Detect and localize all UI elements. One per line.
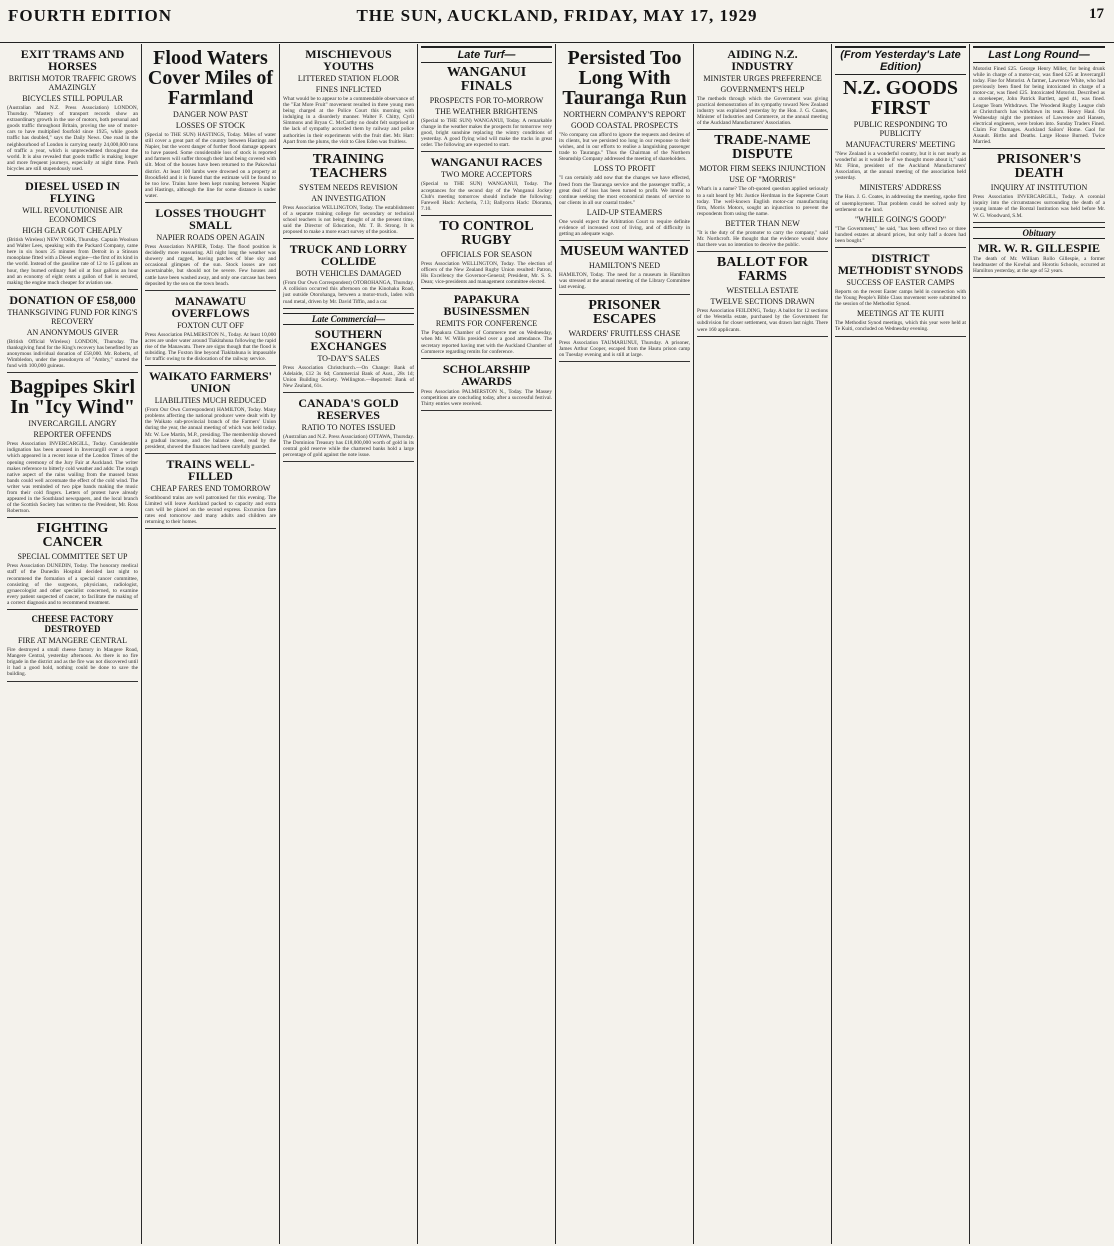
headline: EXIT TRAMS AND HORSES [20,47,125,73]
subheadline: CHEAP FARES END TOMORROW [150,483,271,493]
headline: CHEESE FACTORY DESTROYED [31,614,114,635]
article-losses [145,207,276,291]
masthead [0,0,1114,43]
article-training-teachers [283,153,414,239]
article-body: Press Association TAUMARUNUI, Thursday. A prisoner, James Arthur Cooper, escaped from the Hautu prison camp on Tuesday evening and is still at large. [559,339,690,358]
article-body: "No company can afford to ignore the requests and desires of its clients, but we persisted too long in our response to their wishes, and in our efforts to realise a languishing passenger trade to Tauranga." Thus the Chairman of the Northern Steamship Company addressed the meeting of shareholders. [559,132,690,163]
article-manawatu [145,295,276,366]
column-4 [418,44,556,1244]
headline: CANADA'S GOLD RESERVES [298,395,399,422]
article-body: Press Association WELLINGTON, Today. The election of officers of the New Zealand Rugby Union resulted: Patron, His Excellency the Governor-General; President, Mr. S. S. Dean; vice-presidents and management committee elected. [421,260,552,286]
subheadline: AN ANONYMOUS GIVER [26,327,119,337]
article-diesel [7,180,138,290]
subheadline: GOOD COASTAL PROSPECTS [570,121,679,130]
subheadline: NORTHERN COMPANY'S REPORT [563,110,686,119]
column-6 [694,44,832,1244]
headline: Flood Waters Cover Miles of Farmland [147,47,274,109]
article-bagpipes [7,377,138,518]
column-banner: Late Turf— [421,46,552,63]
article-body: What's in a name? The oft-quoted question applied seriously to a suit heard by Mr. Justice Herdman in the Supreme Court today. The well-known English motor-car manufacturing firm, Morris Motors, sought an injunction to prevent the respondents from using the name. [697,186,828,217]
article-body: What would be to appear to be a commendable observance of the "Eat More Fruit" movement resulted in three young men being charged at the Police Court this morning with indulging in a disorderly manner. Walter F. Chitty, Cyril Simmons and Bryan C. McCarthy no doubt felt surprised at the lack of sympathy accorded them by railway and police authorities in their experiments with the fruit diet. Mr. Hart: Apart from the plums, the visit to Glen Eden was fruitless. [283,96,414,145]
headline: TO CONTROL RUGBY [439,218,534,248]
article-ballot-farms [697,256,828,336]
subheadline: MEETINGS AT TE KUITI [856,309,945,319]
column-8 [970,44,1108,1244]
headline: N.Z. GOODS FIRST [842,77,959,119]
article-trains [145,458,276,529]
article-body: (Special to THE SUN) WANGANUI, Today. The acceptances for the second day of the Wanganui Jockey Club's meeting tomorrow should include the following: Farewell Hack: Archeria, 7.13; Ballyorra Hack: Diorama, 7.10. [421,181,552,212]
article-papakura [421,293,552,358]
headline: TRAINS WELL-FILLED [166,456,255,483]
article-rugby [421,220,552,289]
headline: SOUTHERN EXCHANGES [310,326,387,353]
page-columns [4,44,1110,1244]
headline: AIDING N.Z. INDUSTRY [727,47,798,73]
subheadline: BETTER THAN NEW [725,218,800,228]
article-flood [145,48,276,203]
subheadline: RATIO TO NOTES ISSUED [301,422,396,432]
subheadline: TWO MORE ACCEPTORS [441,170,532,180]
article-body: Reports on the recent Easter camps held in connection with the Young People's Bible Class movement were submitted to the session of the Methodist Synod. [835,289,966,308]
subheadline: FOXTON CUT OFF [177,320,244,330]
subheadline: FIRE AT MANGERE CENTRAL [18,636,127,646]
column-2 [142,44,280,1244]
subheadline: REMITS FOR CONFERENCE [435,319,538,329]
subheadline: BICYCLES STILL POPULAR [22,94,123,103]
subheadline: LITTERED STATION FLOOR [297,74,400,83]
headline: Persisted Too Long With Tauranga Run [562,47,687,109]
column-banner: (From Yesterday's Late Edition) [835,46,966,75]
article-body: (From Our Own Correspondent) OTOROHANGA, Thursday. A collision occurred this afternoon on the Kinohaku Road, just outside Otorohanga, between a motor-truck, laden with road metal, driven by Mr. David Tiffin, and a car. [283,280,414,305]
article-body: Press Association NAPIER, Today. The flood position is decidedly more reassuring. All night long the weather was showery and ragged, leaving patches of blue sky and occasional glimpses of the sun. Stock losses are not ascertainable, but should not be severe. Few houses and cattle have been washed away, and only one carcase has been deposited by the sea on the town beach. [145,244,276,287]
headline: FIGHTING CANCER [36,521,109,551]
article-body: Press Association FEILDING, Today. A ballot for 12 sections of the Westella estate, purchased by the Government for subdivision for closer settlement, was drawn last night. There were 160 applicants. [697,308,828,333]
article-body: Southbound trains are well patronised for this evening. The Limited will leave Auckland packed to capacity and extra cars will be placed on the second express. Excursion fare rates end tomorrow and many adults and children are returning to their homes. [145,494,276,526]
article-body: (Special to THE SUN) WANGANUI, Today. A remarkable change in the weather makes the prospects for tomorrow very good, bright sunshine replacing the wintry conditions of yesterday. A good flying wind will make the tracks in great order. The following are expected to start. [421,118,552,149]
headline: WAIKATO FARMERS' UNION [148,369,272,396]
page-number: 17 [1089,6,1104,22]
article-body: Press Association WELLINGTON, Today. The establishment of a separate training college for secondary or technical school teachers is not being thought of at the present time, said the Director of Education, Mr. T. B. Strong. It is proposed to make a more exact survey of the position. [283,204,414,236]
article-cancer [7,522,138,610]
headline: DONATION OF £58,000 [9,292,136,307]
article-wanganui-finals [421,66,552,152]
subheadline: SPECIAL COMMITTEE SET UP [17,552,128,562]
headline: TRADE-NAME DISPUTE [714,133,811,163]
subheadline: AN INVESTIGATION [311,193,386,203]
subheadline: GOVERNMENT'S HELP [720,85,805,94]
headline: MANAWATU OVERFLOWS [171,293,250,320]
article-prisoner-escapes [559,299,690,362]
article-nz-goods [835,78,966,248]
article-tauranga-run [559,48,690,241]
article-body: (Australian and N.Z. Press Association) OTTAWA, Thursday. The Dominion Treasury has £18,000,000 worth of gold in its central gold reserve while the chartered banks hold a large percentage of gold against the note issue. [283,433,414,459]
article-body: (From Our Own Correspondent) HAMILTON, Today. Many problems affecting the national producer were dealt with by the Waikato sub-provincial branch of the Farmers' Union during the year, the annual meeting of which was held today. Mr. W. Lee Martin, M.P., presiding. The membership showed a gradual increase, and the balance sheet, read by the president, showed the finances had been carefully guarded. [145,407,276,450]
subheadline: MINISTERS' ADDRESS [859,183,942,193]
subheadline: "WHILE GOING'S GOOD" [854,214,947,224]
headline: PRISONER'S DEATH [996,152,1082,182]
subheadline: PUBLIC RESPONDING TO PUBLICITY [853,120,948,138]
subheadline: HAMILTON'S NEED [589,261,660,271]
headline: PRISONER ESCAPES [588,297,661,327]
article-farmers-union [145,370,276,454]
article-museum [559,245,690,294]
article-body: Press Association PALMERSTON N., Today. The Massey competitions are concluding today, after a successful festival. Thirty entries were received. [421,388,552,407]
article-body: (British Official Wireless) LONDON, Thursday. The thanksgiving fund for the King's recovery has benefited by an anonymous individual donation of £58,000. Mr. Roberts, of Wimbledon, under the pseudonym of "Ambry," started the fund with 100,000 guineas. [7,338,138,370]
subheadline: REPORTER OFFENDS [33,430,112,440]
article-mischievous-youths [283,48,414,149]
article-southern-exchanges [283,328,414,393]
article-cheese-factory [7,614,138,681]
article-prisoners-death [973,153,1105,222]
article-body: "New Zealand is a wonderful country, but it is not nearly as wonderful as it would be if we thought more about it," said Mr. Flinn, president of the Auckland Manufacturers' Association, at the annual meeting of the association held yesterday. [835,151,966,182]
headline: PAPAKURA BUSINESSMEN [443,292,530,319]
column-5 [556,44,694,1244]
article-body: (Special to THE SUN) HASTINGS, Today. Miles of water still cover a great part of the country between Hastings and Napier, but the worst danger of further flood damage appears to have passed. Some considerable loss of stock is reported and farmers will suffer through their land being covered with silt. Most of the houses have been returned to the Pakowhai district. At least 100 lambs were drowned on a property at Brookfield and it is feared that the estimate will be found to be too low. Trains have been kept running between Napier and Hastings, although the line for some distance is under water. [145,132,276,199]
headline: SCHOLARSHIP AWARDS [442,361,531,388]
headline: Bagpipes Skirl In "Icy Wind" [9,376,136,419]
headline: TRAINING TEACHERS [309,151,388,181]
article-body: (British Wireless) NEW YORK, Thursday. Captain Woolson and Walter Lees, speaking with the Packard Company, came here in six hours 25 minutes from Detroit in a Stinson monoplane fitted with a Diesel engine—the first of its kind in the world. Instead of the gasoline rate of 12 to 15 gallons an hour, they burned ordinary fuel oil at four gallons an hour and an economy of eight cents a gallon of fuel is secured, making the engine much cheaper for aviation use. [7,237,138,286]
newspaper-dateline: THE SUN, AUCKLAND, FRIDAY, MAY 17, 1929 [356,6,758,25]
article-trade-name [697,134,828,252]
headline: WANGANUI RACES [430,155,543,170]
article-body: Fire destroyed a small cheese factory in Mangere Road, Mangere Central, yesterday afternoon. As there is no fire brigade in the district and as the fire was not discovered until it had a good hold, nothing could be done to save the building. [7,647,138,678]
article-body: The Papakura Chamber of Commerce met on Wednesday, when Mr. W. Willis presided over a good attendance. The secretary reported having met with the Auckland Chamber of Commerce regarding remits for conference. [421,330,552,355]
article-body: Motorist Fined £25. George Henry Miller, for being drunk while in charge of a motor-car, was fined £25 at Invercargill today. Fine for Motorist. A farmer, Lawrence White, who had previously been fined for being intoxicated in charge of a motor-car, was fined £25. Intoxicated Motorist. Described as a storekeeper, John Patrick Bartlett, aged 41, was fined. League Team Withdraws. The Woodend Rugby League club at Christchurch has withdrawn its team. Heavy Haul. On Wednesday night the premises of Lawrence and Hansen, electrical engineers, were broken into. Sunday Traders Fined. Claim For Damages. Auckland Sailors' Home. Gaol for Assault. Births and Deaths. Large House Burned. Twice Married. [973,66,1105,146]
subheadline: THE WEATHER BRIGHTENS [435,107,538,116]
headline: WANGANUI FINALS [446,65,527,94]
article-exit-trams [7,48,138,176]
article-scholarship [421,363,552,411]
subheadline: FINES INFLICTED [315,85,382,94]
subheadline: LOSSES OF STOCK [175,121,246,130]
column-7 [832,44,970,1244]
article-body: The methods through which the Government was giving practical demonstration of its sympathy toward New Zealand industry was explained yesterday by the Hon. J. G. Coates, Minister of Industries and Commerce, at the annual meeting of the Auckland Manufacturers' Association. [697,96,828,127]
section-header: Obituary [973,227,1105,239]
subheadline: TWELVE SECTIONS DRAWN [710,297,815,307]
subheadline: BRITISH MOTOR TRAFFIC GROWS AMAZINGLY [8,74,137,92]
article-body: The death of Mr. William Rollo Gillespie, a former headmaster of the Kowhai and Horotiu Schools, occurred at Hamilton yesterday, at the age of 52 years. [973,255,1105,274]
headline: MISCHIEVOUS YOUTHS [305,47,392,73]
article-body: (Australian and N.Z. Press Association) LONDON, Thursday. "Mastery of transport records show an extraordinary growth in the use of motors, both personal and goods traffic throughout Britain, proving the use of motor-cars to have multiplied fourfold since 1925, while goods traffic has doubled," says the Daily News. One road in the neighbourhood of London is carrying nearly 24,000,000 tons of traffic a year, which is unprecedented throughout the world. It is also revealed that goods traffic is making longer and more frequent journeys, especially at night time. Push bicycles are still stupendously used. [7,105,138,172]
article-body: "It is the duty of the promoter to carry the company," said Mr. Northcroft. He thought that the evidence would show that there was no intention to deceive the public. [697,229,828,249]
article-body: Press Association DUNEDIN, Today. The honorary medical staff of the Dunedin Hospital decided last night to recommend the formation of a special cancer committee, consisting of the surgeons, physicians, radiologist, gynaecologist and other specialist concerned, to examine every patient suspected of cancer, to facilitate the making of a correct diagnosis and to recommend treatment. [7,563,138,606]
subheadline: MOTOR FIRM SEEKS INJUNCTION [699,164,826,174]
subheadline: HIGH GEAR GOT CHEAPLY [22,226,123,236]
article-obituary [973,242,1105,278]
headline: BALLOT FOR FARMS [716,255,809,285]
subheadline: WARDERS' FRUITLESS CHASE [568,328,681,338]
headline: LOSSES THOUGHT SMALL [155,206,266,233]
column-3 [280,44,418,1244]
article-nz-industry [697,48,828,130]
article-body: "I can certainly add now that the changes we have effected, freed from the Tauranga service and the passenger traffic, a great deal of loss has been turned to profit. We intend to continue seeking the most economical means of service to our clients in all our coastal trades." [559,175,690,206]
article-donation [7,294,138,373]
column-banner: Last Long Round— [973,46,1105,63]
subheadline: LOSS TO PROFIT [593,164,656,174]
article-methodist-synods [835,252,966,336]
article-truck-lorry [283,243,414,308]
article-body: Press Association INVERCARGILL, Today. A coronial inquiry into the circumstances surrounding the death of a young inmate of the Borstal Institution was held before Mr. W. G. Woodward, S.M. [973,194,1105,219]
headline: DISTRICT METHODIST SYNODS [837,251,964,278]
subheadline: SUCCESS OF EASTER CAMPS [846,278,955,288]
subheadline: OFFICIALS FOR SEASON [440,249,533,259]
subheadline: PROSPECTS FOR TO-MORROW [429,96,544,105]
article-canada-gold [283,397,414,462]
article-news-briefs [973,66,1105,149]
headline: MR. W. R. GILLESPIE [977,240,1101,255]
section-header: Late Commercial— [283,313,414,325]
subheadline: INVERCARGILL ANGRY [28,419,117,429]
article-body: "The Government," he said, "has been offered two or three hundred estates at absurd prices, but only half a dozen had been bought." [835,225,966,244]
column-1 [4,44,142,1244]
article-body: HAMILTON, Today. The need for a museum in Hamilton was stressed at the annual meeting of the Library Committee last evening. [559,272,690,291]
subheadline: WESTELLA ESTATE [726,286,799,296]
subheadline: THANKSGIVING FUND FOR KING'S RECOVERY [7,307,138,326]
article-body: Press Association Christchurch.—On Change: Bank of Adelaide, £12 3s 6d; Commercial Bank of Aust., 28s 1d; Union Building Society. Wellington.—Reported: Bank of New Zealand, 61s. [283,364,414,389]
subheadline: LIABILITIES MUCH REDUCED [154,396,267,406]
subheadline: TO-DAY'S SALES [317,353,380,363]
edition-label: FOURTH EDITION [8,6,173,25]
article-body: One would expect the Arbitration Court to require definite evidence of increased cost of living, and of difficulty in getting an adequate wage. [559,218,690,238]
article-wanganui-races [421,156,552,215]
headline: MUSEUM WANTED [560,244,689,260]
subheadline: LAID-UP STEAMERS [586,207,663,217]
subheadline: SYSTEM NEEDS REVISION [299,182,398,192]
article-body: The Hon. J. G. Coates, in addressing the meeting, spoke first of unemployment. That problem could be solved only by settlement on the land. [835,194,966,213]
headline: TRUCK AND LORRY COLLIDE [289,242,408,269]
subheadline: USE OF "MORRIS" [729,175,796,185]
subheadline: WILL REVOLUTIONISE AIR ECONOMICS [22,206,123,225]
subheadline: MINISTER URGES PREFERENCE [703,74,822,83]
article-body: The Methodist Synod meetings, which this year were held at Te Kuiti, concluded on Wednesday evening. [835,320,966,333]
subheadline: DANGER NOW PAST [172,110,249,119]
subheadline: MANUFACTURERS' MEETING [845,140,956,149]
article-body: Press Association PALMERSTON N., Today. At least 10,000 acres are under water around Tiakitahuna following the rapid rise of the Manawatu. There are signs though that the flood is subsiding. The Foxton line beyond Tiakitahuna is impassable for traffic owing to the dislocation of the railway service. [145,331,276,363]
headline: DIESEL USED IN FLYING [25,179,120,206]
subheadline: NAPIER ROADS OPEN AGAIN [156,233,265,243]
subheadline: INQUIRY AT INSTITUTION [990,183,1088,193]
article-body: Press Association INVERCARGILL, Today. Considerable indignation has been aroused in Invercargill over a report which appeared in a recent issue of the London Times of the opening ceremony of the Jury Fair at Auckland. The writer makes reference to bitterly cold weather and adds: The rough native aspect of the rains wailing from the massed brass bands could well accentuate the effect of the cold wind. The writer was reminded of two pipe bands making the music from their cold fingers. Letters of protest have already appeared in the Southland newspapers, and the local branch of the Scottish Society has written to the President, Mr. Ross Robertson. [7,441,138,515]
subheadline: BOTH VEHICLES DAMAGED [295,269,402,279]
